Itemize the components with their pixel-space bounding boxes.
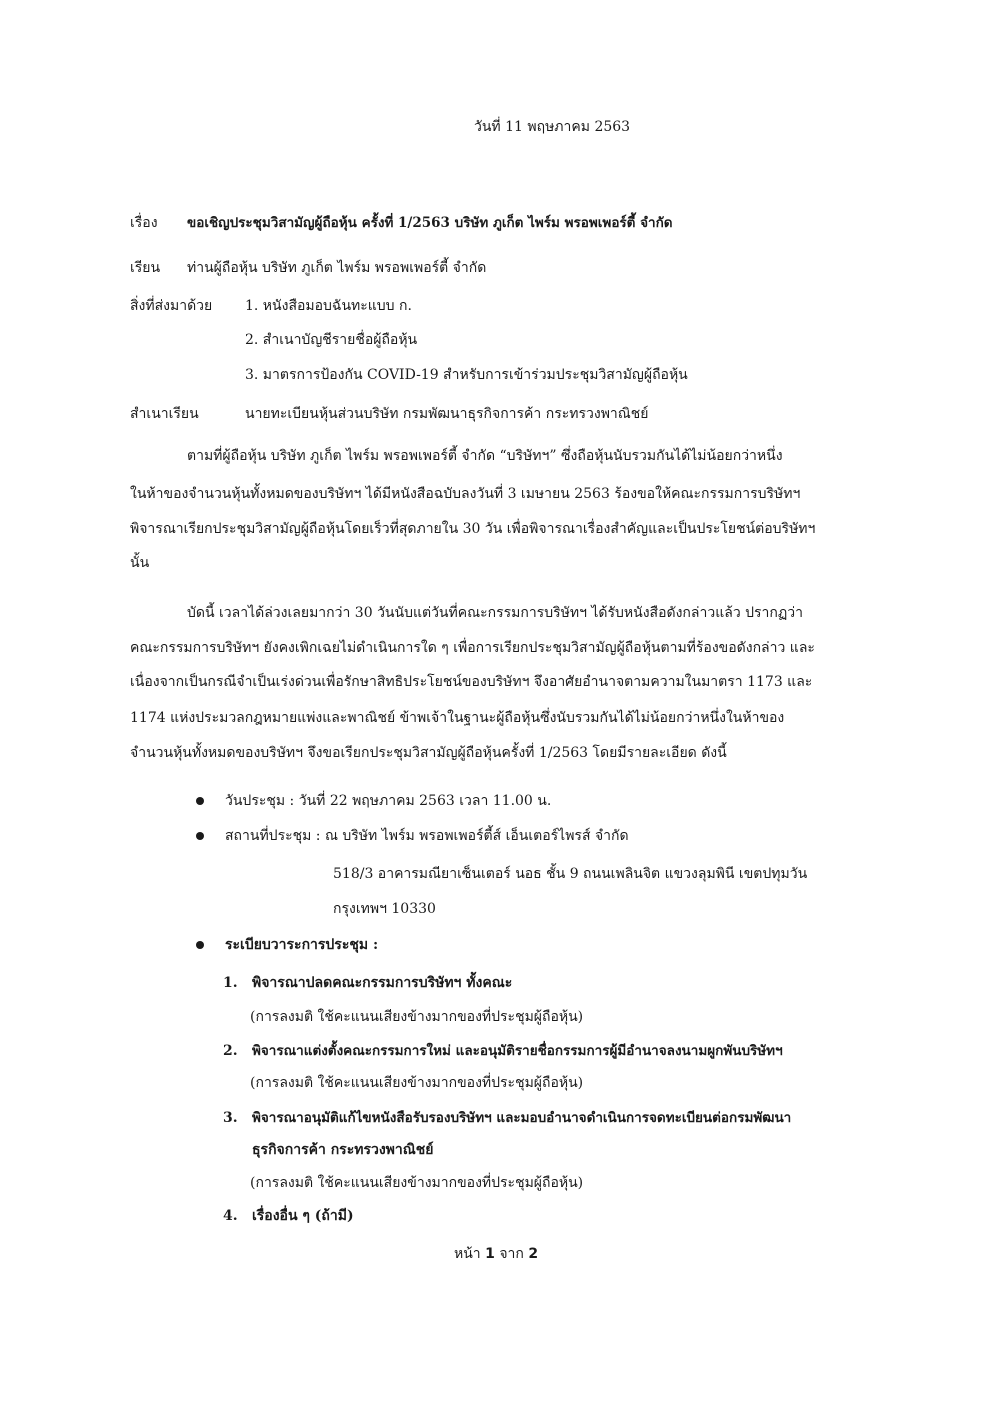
agenda-item-number: 4.: [223, 1208, 238, 1224]
page-number: [454, 1244, 538, 1264]
enclosure-item: 1. หนังสือมอบฉันทะแบบ ก.: [245, 298, 412, 314]
agenda-item-text: พิจารณาอนุมัติแก้ไขหนังสือรับรองบริษัทฯ และมอบอำนาจดำเนินการจดทะเบียนต่อกรมพัฒนา: [252, 1110, 792, 1126]
agenda-item-text: ธุรกิจการค้า กระทรวงพาณิชย์: [252, 1142, 434, 1158]
paragraph-line: 1174 แห่งประมวลกฎหมายแพ่งและพาณิชย์ ข้าพเจ้าในฐานะผู้ถือหุ้นซึ่งนับรวมกันได้ไม่น้อยกว่าหนึ่งในห้าของ: [130, 710, 785, 726]
agenda-item-number: 2.: [223, 1043, 238, 1059]
paragraph-line: เนื่องจากเป็นกรณีจำเป็นเร่งด่วนเพื่อรักษาสิทธิประโยชน์ของบริษัทฯ จึงอาศัยอำนาจตามความในมาตรา 1173 และ: [130, 674, 813, 690]
paragraph-line: ในห้าของจำนวนหุ้นทั้งหมดของบริษัทฯ ได้มีหนังสือฉบับลงวันที่ 3 เมษายน 2563 ร้องขอให้คณะกรรมการบริษัทฯ: [130, 486, 801, 502]
meeting-place-line3: กรุงเทพฯ 10330: [333, 901, 436, 917]
agenda-item-text: พิจารณาแต่งตั้งคณะกรรมการใหม่ และอนุมัติรายชื่อกรรมการผู้มีอำนาจลงนามผูกพันบริษัทฯ: [252, 1043, 783, 1059]
page-number-current: 1: [485, 1246, 495, 1262]
agenda-item-number: 3.: [223, 1110, 238, 1126]
paragraph-line: บัดนี้ เวลาได้ล่วงเลยมากว่า 30 วันนับแต่วันที่คณะกรรมการบริษัทฯ ได้รับหนังสือดังกล่าวแล้ว ปรากฏว่า: [187, 605, 803, 621]
agenda-item-note: (การลงมติ ใช้คะแนนเสียงข้างมากของที่ประชุมผู้ถือหุ้น): [250, 1075, 584, 1091]
paragraph-line: คณะกรรมการบริษัทฯ ยังคงเพิกเฉยไม่ดำเนินการใด ๆ เพื่อการเรียกประชุมวิสามัญผู้ถือหุ้นตามที่ร้องขอดังกล่าว และ: [130, 640, 815, 656]
agenda-item-number: 1.: [223, 975, 238, 991]
enclosure-item: 2. สำเนาบัญชีรายชื่อผู้ถือหุ้น: [245, 332, 418, 348]
bullet-icon: [196, 941, 204, 949]
agenda-title: ระเบียบวาระการประชุม :: [225, 937, 379, 953]
to-text: ท่านผู้ถือหุ้น บริษัท ภูเก็ต ไพร์ม พรอพเพอร์ตี้ จำกัด: [187, 260, 487, 276]
agenda-item-note: (การลงมติ ใช้คะแนนเสียงข้างมากของที่ประชุมผู้ถือหุ้น): [250, 1175, 584, 1191]
enclosures-label: สิ่งที่ส่งมาด้วย: [130, 298, 213, 314]
to-label: เรียน: [130, 260, 161, 276]
agenda-item-text: พิจารณาปลดคณะกรรมการบริษัทฯ ทั้งคณะ: [252, 975, 513, 991]
paragraph-line: พิจารณาเรียกประชุมวิสามัญผู้ถือหุ้นโดยเร็วที่สุดภายใน 30 วัน เพื่อพิจารณาเรื่องสำคัญและเป็นประโยชน์ต่อบริษัทฯ: [130, 521, 816, 537]
date-line: วันที่ 11 พฤษภาคม 2563: [474, 119, 631, 135]
meeting-place-line2: 518/3 อาคารมณียาเซ็นเตอร์ นอธ ชั้น 9 ถนนเพลินจิต แขวงลุมพินี เขตปทุมวัน: [333, 866, 808, 882]
agenda-item-note: (การลงมติ ใช้คะแนนเสียงข้างมากของที่ประชุมผู้ถือหุ้น): [250, 1009, 584, 1025]
subject-text: ขอเชิญประชุมวิสามัญผู้ถือหุ้น ครั้งที่ 1/2563 บริษัท ภูเก็ต ไพร์ม พรอพเพอร์ตี้ จำกัด: [187, 215, 673, 231]
paragraph-line: ตามที่ผู้ถือหุ้น บริษัท ภูเก็ต ไพร์ม พรอพเพอร์ตี้ จำกัด “บริษัทฯ” ซึ่งถือหุ้นนับรวมกันได้ไม่น้อยกว่าหนึ่ง: [187, 448, 783, 464]
page-number-total: 2: [528, 1246, 539, 1262]
subject-label: เรื่อง: [130, 215, 158, 231]
page-number-middle: จาก: [499, 1246, 524, 1262]
page-number-prefix: หน้า: [454, 1246, 481, 1262]
enclosure-item: 3. มาตรการป้องกัน COVID-19 สำหรับการเข้าร่วมประชุมวิสามัญผู้ถือหุ้น: [245, 367, 688, 383]
agenda-item-text: เรื่องอื่น ๆ (ถ้ามี): [252, 1208, 354, 1224]
bullet-icon: [196, 797, 204, 805]
paragraph-line: จำนวนหุ้นทั้งหมดของบริษัทฯ จึงขอเรียกประชุมวิสามัญผู้ถือหุ้นครั้งที่ 1/2563 โดยมีรายละเอียด ดังนี้: [130, 745, 727, 761]
bullet-icon: [196, 832, 204, 840]
meeting-date: วันประชุม : วันที่ 22 พฤษภาคม 2563 เวลา 11.00 น.: [225, 793, 552, 809]
cc-label: สำเนาเรียน: [130, 406, 199, 422]
paragraph-line: นั้น: [130, 555, 150, 571]
meeting-place-line1: สถานที่ประชุม : ณ บริษัท ไพร์ม พรอพเพอร์ตี้ส์ เอ็นเตอร์ไพรส์ จำกัด: [225, 828, 629, 844]
cc-text: นายทะเบียนหุ้นส่วนบริษัท กรมพัฒนาธุรกิจการค้า กระทรวงพาณิชย์: [245, 406, 649, 422]
